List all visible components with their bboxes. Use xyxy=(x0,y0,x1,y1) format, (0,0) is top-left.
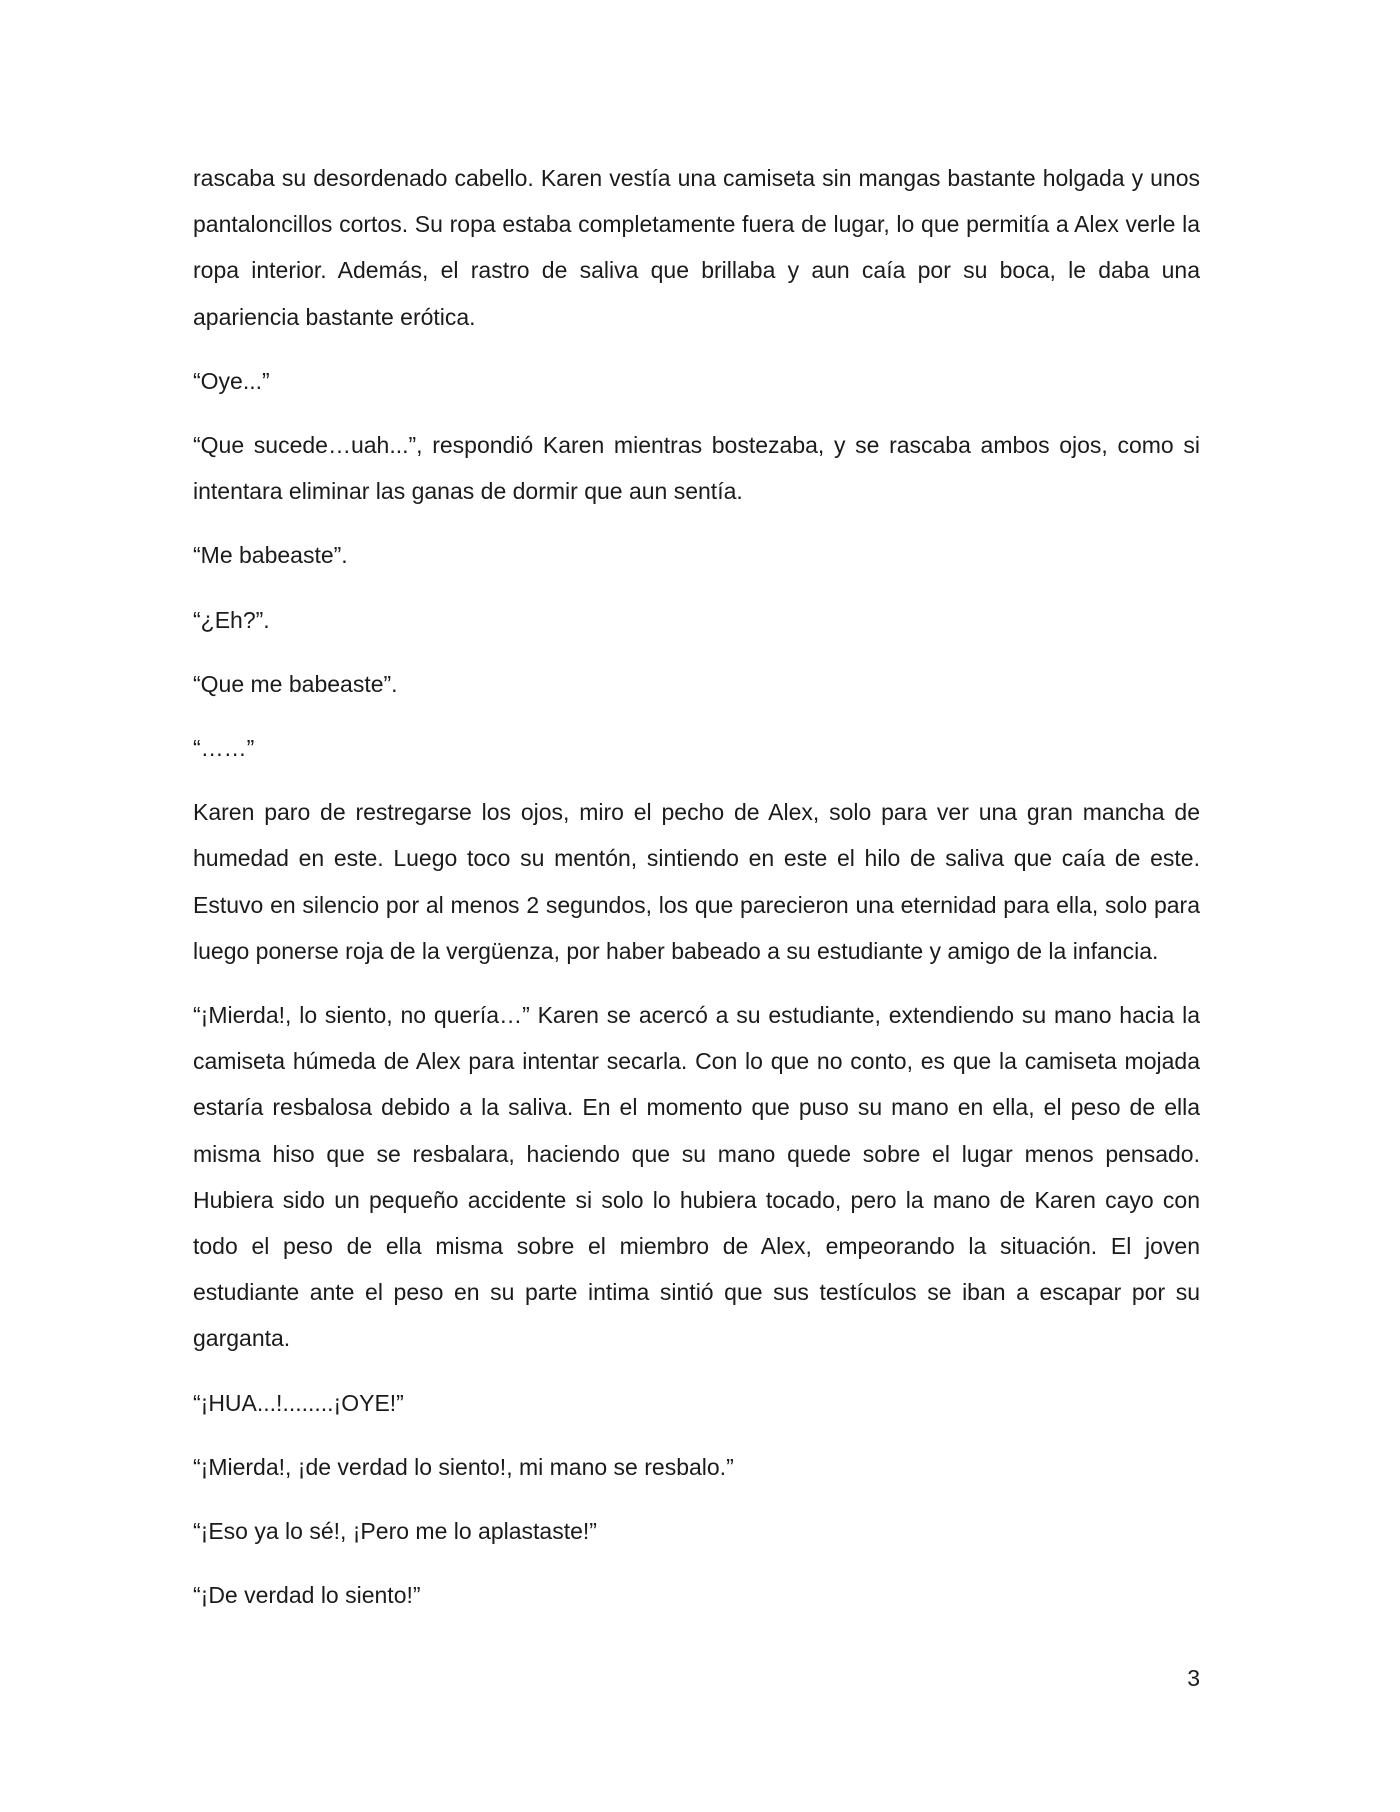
paragraph-4: “Me babeaste”. xyxy=(193,542,348,569)
paragraph-3: “Que sucede…uah...”, respondió Karen mientras bostezaba, y se rascaba ambos ojos, como si intentara eliminar las ganas de dormir que aun sentía. xyxy=(193,432,1200,505)
paragraph-8: Karen paro de restregarse los ojos, miro el pecho de Alex, solo para ver una gran mancha de humedad en este. Luego toco su mentón, sintiendo en este el hilo de saliva que caía de este. Estuvo en silencio por al menos 2 segundos, los que parecieron una eternidad para ella, solo para luego ponerse roja de la vergüenza, por haber babeado a su estudiante y amigo de la infancia. xyxy=(193,799,1200,964)
paragraph-7: “……” xyxy=(193,735,255,762)
paragraph-5: “¿Eh?”. xyxy=(193,606,270,633)
paragraph-9: “¡Mierda!, lo siento, no quería…” Karen se acercó a su estudiante, extendiendo su mano hacia la camiseta húmeda de Alex para intentar secarla. Con lo que no conto, es que la camiseta mojada estaría resbalosa debido a la saliva. En el momento que puso su mano en ella, el peso de ella misma hiso que se resbalara, haciendo que su mano quede sobre el lugar menos pensado. Hubiera sido un pequeño accidente si solo lo hubiera tocado, pero la mano de Karen cayo con todo el peso de ella misma sobre el miembro de Alex, empeorando la situación. El joven estudiante ante el peso en su parte intima sintió que sus testículos se iban a escapar por su garganta. xyxy=(193,1002,1200,1352)
paragraph-13: “¡De verdad lo siento!” xyxy=(193,1582,421,1609)
page-number: 3 xyxy=(1187,1665,1200,1691)
paragraph-1: rascaba su desordenado cabello. Karen vestía una camiseta sin mangas bastante holgada y unos pantaloncillos cortos. Su ropa estaba completamente fuera de lugar, lo que permitía a Alex verle la ropa interior. Además, el rastro de saliva que brillaba y aun caía por su boca, le daba una apariencia bastante erótica. xyxy=(193,165,1200,330)
paragraph-11: “¡Mierda!, ¡de verdad lo siento!, mi mano se resbalo.” xyxy=(193,1453,734,1480)
paragraph-12: “¡Eso ya lo sé!, ¡Pero me lo aplastaste!” xyxy=(193,1518,597,1545)
paragraph-2: “Oye...” xyxy=(193,367,270,394)
paragraph-10: “¡HUA...!........¡OYE!” xyxy=(193,1389,404,1416)
body-text xyxy=(193,155,1200,1636)
paragraph-6: “Que me babeaste”. xyxy=(193,670,398,697)
